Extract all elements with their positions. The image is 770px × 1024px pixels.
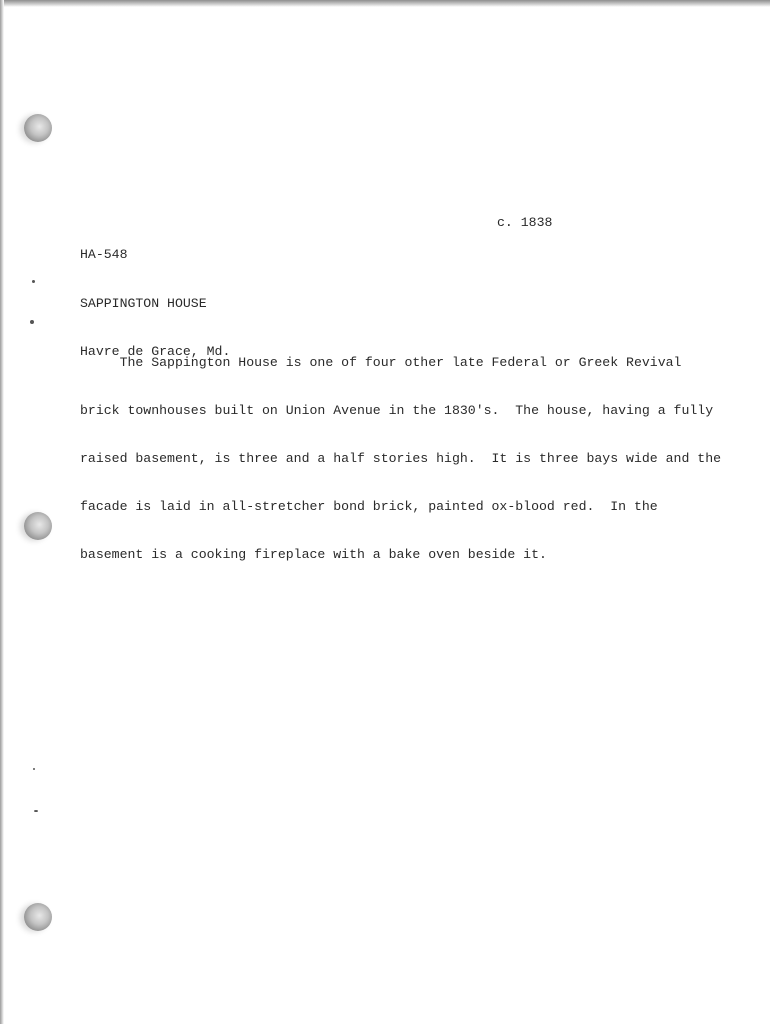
scan-speck [32, 280, 35, 283]
scan-top-edge [0, 0, 770, 7]
punch-hole [24, 512, 52, 540]
description-line: facade is laid in all-stretcher bond brick, painted ox-blood red. In the [80, 499, 658, 514]
description-paragraph [80, 323, 721, 595]
scan-left-edge [0, 0, 4, 1024]
record-name: SAPPINGTON HOUSE [80, 295, 207, 311]
description-line: raised basement, is three and a half stories high. It is three bays wide and the [80, 451, 722, 466]
record-date: c. 1838 [497, 215, 553, 230]
description-line: basement is a cooking fireplace with a bake oven beside it. [80, 547, 547, 562]
description-line: brick townhouses built on Union Avenue in the 1830's. The house, having a fully [80, 403, 714, 418]
scan-speck [33, 768, 35, 770]
punch-hole [24, 114, 52, 142]
scan-speck [34, 810, 38, 812]
record-location: Havre de Grace, Md. [80, 344, 231, 359]
description-line: The Sappington House is one of four other late Federal or Greek Revival [80, 355, 682, 370]
punch-hole [24, 903, 52, 931]
record-id: HA-548 [80, 247, 128, 262]
scan-speck [30, 320, 34, 324]
